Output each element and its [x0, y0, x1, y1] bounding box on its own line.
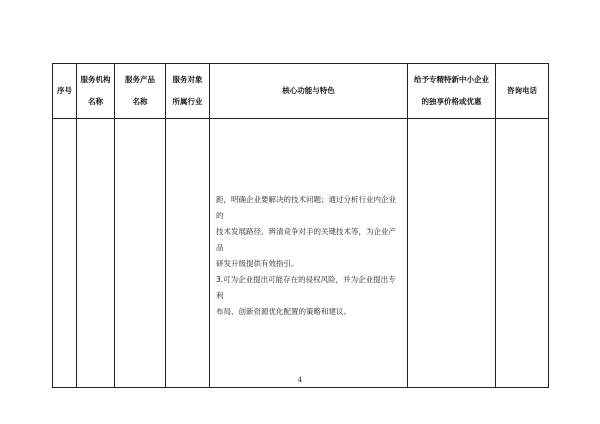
header-institution-line1: 服务机构: [80, 75, 111, 84]
cell-core-features: [210, 119, 408, 388]
header-index-label: 序号: [57, 86, 72, 95]
header-product: [115, 64, 166, 119]
header-index: [53, 64, 77, 119]
header-discount-line2: 的独享价格或优惠: [421, 97, 482, 106]
header-core-features: [210, 64, 408, 119]
cell-industry: [166, 119, 210, 388]
content-line: 研发升级提供有效指引。: [216, 259, 299, 268]
header-product-line2: 名称: [132, 97, 148, 106]
header-industry-line1: 服务对象: [172, 75, 203, 84]
cell-discount: [408, 119, 496, 388]
content-line: 布局、创新资源优化配置的策略和建议。: [216, 307, 351, 316]
header-phone-label: 咨询电话: [507, 86, 537, 95]
page-number: 4: [297, 376, 303, 384]
cell-index: [53, 119, 77, 388]
table-header-row: [53, 64, 549, 119]
cell-phone: [496, 119, 549, 388]
core-features-text: [210, 186, 407, 320]
header-phone: [496, 64, 549, 119]
header-industry: [166, 64, 210, 119]
header-product-line1: 服务产品: [125, 75, 155, 84]
header-discount: [408, 64, 496, 119]
cell-institution: [77, 119, 115, 388]
header-core-features-label: 核心功能与特色: [282, 86, 335, 95]
header-institution: [77, 64, 115, 119]
header-institution-line2: 名称: [88, 97, 103, 106]
table-row: [53, 119, 549, 388]
service-table: [52, 63, 549, 388]
content-line: 技术发展路径、辨清竞争对手的关键技术等，为企业产品: [216, 227, 396, 252]
content-line: 距，明确企业要解决的技术问题；通过分析行业内企业的: [216, 195, 396, 220]
cell-product: [115, 119, 166, 388]
content-line: 3.可为企业提出可能存在的侵权风险，并为企业提出专利: [216, 275, 396, 300]
header-discount-line1: 给予专精特新中小企业: [414, 75, 489, 84]
header-industry-line2: 所属行业: [172, 97, 203, 106]
